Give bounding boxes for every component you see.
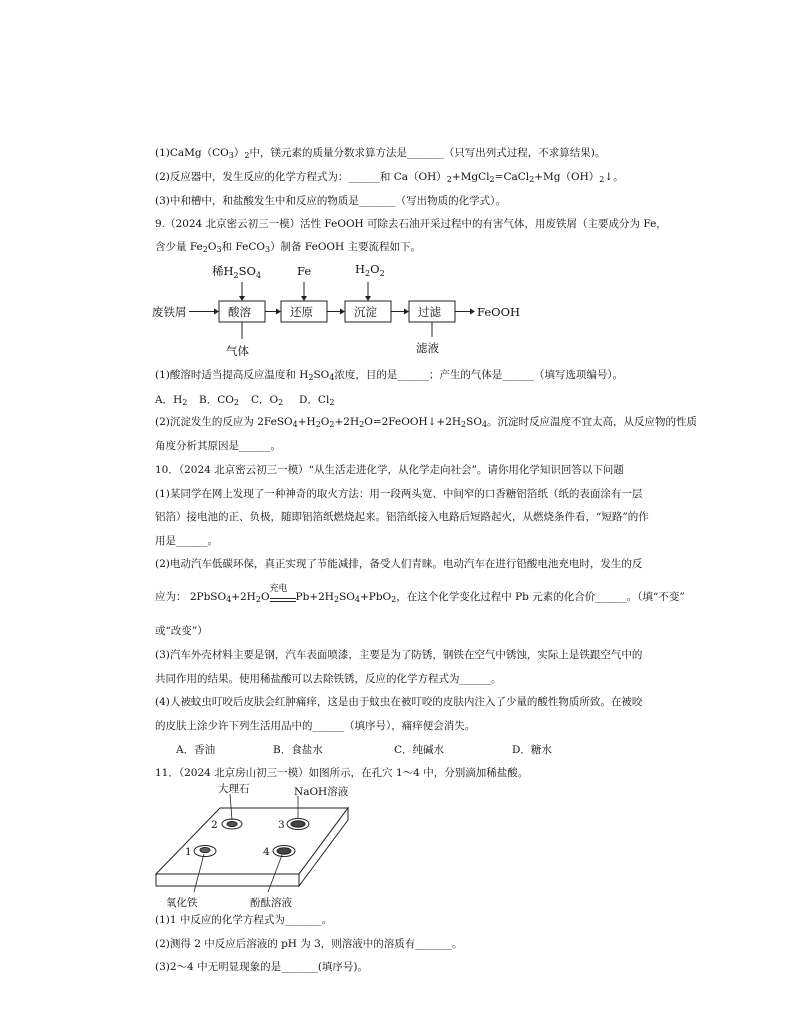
q8-part2: (2)反应器中，发生反应的化学方程式为：______和 $Ca(OH)_2+MgCl_2=CaCl_2+Mg(OH)_2↓$。 (155, 171, 624, 184)
q9-part2-line1: (2)沉淀发生的反应为 $2FeSO_4+H_2O_2+2H_2O=2FeOOH↓+2H_2SO_4$。沉淀时反应温度不宜太高，从反应物的性质 (155, 416, 698, 429)
flow-chart (150, 258, 550, 363)
q10-part1-line1: (1)某同学在网上发现了一种神奇的取火方法：用一段两头宽、中间窄的口香糖铝箔纸（纸的表面涂有一层 (155, 488, 643, 500)
flow-input-acid: 稀$H_2SO_4$ (212, 264, 262, 280)
flow-output-gas: 气体 (226, 344, 249, 358)
label-phenolphthalein: 酚酞溶液 (250, 897, 292, 909)
flow-step-1: 酸溶 (228, 305, 251, 319)
q9-option-c: C．$O_2$ (251, 394, 284, 407)
q8-part1: $(1)CaMg(CO_3)_2$中，镁元素的质量分数求算方法是_______（只写出列式过程，不求算结果)。 (155, 147, 606, 160)
q10-part1-line2: 铝箔）接电池的正、负极，随即铝箔纸燃烧起来。铝箔纸接入电路后短路起火，从燃烧条件看，“短路”的作 (155, 511, 649, 523)
well-plate-diagram (150, 782, 360, 910)
well-number-2: 2 (211, 819, 218, 831)
well-number-4: 4 (263, 846, 270, 858)
q9-option-a: A．$H_2$ (155, 394, 188, 407)
q10-option-b: B．食盐水 (273, 744, 323, 756)
charge-condition: 充电 (270, 593, 296, 607)
q10-part2-line2: 应为： $2PbSO_4+2H_2O$ 充电 $Pb+2H_2SO_4+PbO_2$，在这个化学变化过程中 Pb 元素的化合价______。（填“不变” (155, 590, 685, 607)
flow-step-4: 过滤 (418, 305, 441, 319)
q9-part2-line2: 角度分析其原因是______。 (155, 440, 281, 452)
q10-option-c: C．纯碱水 (394, 744, 445, 756)
label-iron-oxide: 氧化铁 (166, 897, 198, 909)
flow-step-3: 沉淀 (354, 305, 377, 319)
flow-product: FeOOH (477, 305, 521, 319)
q10-intro: 10．（2024 北京密云初三一模）“从生活走进化学，从化学走向社会”。请你用化学知识回答以下问题 (155, 464, 624, 476)
q11-part1: (1)1 中反应的化学方程式为_______。 (155, 914, 333, 926)
q10-option-d: D．糖水 (512, 744, 552, 756)
flow-input-fe: Fe (297, 264, 312, 278)
q9-intro-line1: 9.（2024 北京密云初三一模）活性 FeOOH 可除去石油开采过程中的有害气体，用废铁屑（主要成分为 Fe， (155, 218, 667, 230)
label-marble: 大理石 (218, 783, 250, 795)
q9-option-d: D．$Cl_2$ (299, 394, 335, 407)
q10-part3-line1: (3)汽车外壳材料主要是钢，汽车表面喷漆，主要是为了防锈，钢铁在空气中锈蚀，实际上是铁跟空气中的 (155, 649, 643, 661)
q10-part2-line3: 或“改变”） (155, 625, 208, 637)
q10-part1-line3: 用是______。 (155, 535, 218, 547)
well-number-3: 3 (278, 819, 285, 831)
q10-part3-line2: 共同作用的结果。使用稀盐酸可以去除铁锈，反应的化学方程式为______。 (155, 673, 502, 685)
label-naoh: NaOH溶液 (294, 786, 349, 798)
flow-start: 废铁屑 (152, 305, 187, 319)
q8-part3: (3)中和槽中，和盐酸发生中和反应的物质是_______（写出物质的化学式）。 (155, 195, 506, 207)
flow-input-h2o2: $H_2O_2$ (355, 262, 385, 278)
q10-part2-line1: (2)电动汽车低碳环保，真正实现了节能减排，备受人们青睐。电动汽车在进行铅酸电池充电时，发生的反 (155, 558, 643, 570)
flow-output-filtrate: 滤液 (416, 341, 439, 355)
q10-part4-line1: (4)人被蚊虫叮咬后皮肤会红肿痛痒，这是由于蚊虫在被叮咬的皮肤内注入了少量的酸性物质所致。在被咬 (155, 696, 643, 708)
q11-part2: (2)测得 2 中反应后溶液的 pH 为 3，则溶液中的溶质有_______。 (155, 938, 463, 950)
q9-option-b: B．$CO_2$ (199, 394, 239, 407)
flow-step-2: 还原 (290, 305, 313, 319)
well-number-1: 1 (185, 846, 192, 858)
q10-option-a: A．香油 (176, 744, 216, 756)
q10-part4-line2: 的皮肤上涂少许下列生活用品中的______（填序号），痛痒便会消失。 (155, 720, 476, 732)
q9-intro-line2: 含少量 $Fe_2O_3$和 FeCO$_3$）制备 FeOOH 主要流程如下。 (155, 241, 422, 254)
q11-part3: (3)2～4 中无明显现象的是_______(填序号)。 (155, 961, 369, 973)
q11-intro: 11．（2024 北京房山初三一模）如图所示，在孔穴 1～4 中，分别滴加稀盐酸。 (155, 767, 529, 779)
q9-part1: (1)酸溶时适当提高反应温度和 $H_2SO_4$浓度，目的是______；产生的气体是______（填写选项编号）。 (155, 369, 624, 382)
